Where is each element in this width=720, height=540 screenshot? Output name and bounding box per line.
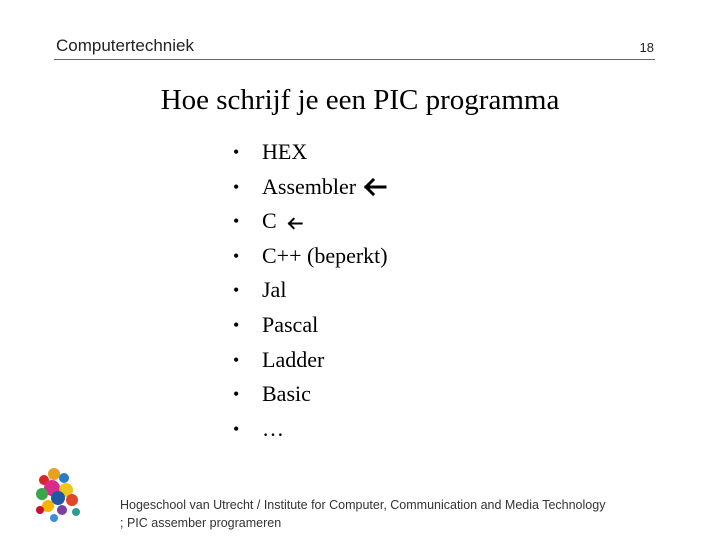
footer-text <box>120 496 680 532</box>
bullet-marker: • <box>233 314 240 335</box>
bullet-item <box>233 413 388 448</box>
bullet-item <box>233 205 388 240</box>
bullet-text: … <box>262 415 284 441</box>
bullet-text: HEX <box>262 139 308 164</box>
page-number: 18 <box>639 40 654 55</box>
footer-line-2: ; PIC assember programeren <box>120 516 282 530</box>
bullet-marker: • <box>233 349 240 370</box>
bullet-text: C++ (beperkt) <box>262 242 388 268</box>
bullet-marker: • <box>233 245 240 266</box>
bullet-text: Pascal <box>262 311 319 337</box>
arrow-left-icon <box>363 173 387 205</box>
bullet-marker: • <box>233 280 240 301</box>
bullet-text: Ladder <box>262 346 325 372</box>
bullet-item <box>233 274 388 309</box>
footer-line-1: Hogeschool van Utrecht / Institute for Computer, Communication and Media Technology <box>120 498 606 512</box>
school-logo-icon <box>32 464 88 529</box>
bullet-marker: • <box>233 211 240 232</box>
bullet-item <box>233 309 388 344</box>
arrow-left-icon <box>287 207 303 239</box>
header-title: Computertechniek <box>56 36 194 55</box>
bullet-text: Jal <box>262 277 287 303</box>
bullet-text: Assembler <box>262 173 357 199</box>
bullet-item <box>233 171 388 206</box>
bullet-item <box>233 378 388 413</box>
bullet-marker: • <box>233 384 240 405</box>
bullet-item <box>233 344 388 379</box>
bullet-list <box>233 136 388 447</box>
header-divider <box>54 59 655 60</box>
bullet-marker: • <box>233 176 240 197</box>
bullet-text: Basic <box>262 381 311 407</box>
bullet-item <box>233 240 388 275</box>
bullet-item <box>233 136 388 171</box>
slide-title: Hoe schrijf je een PIC programma <box>160 84 560 116</box>
bullet-text: C <box>262 208 277 234</box>
bullet-marker: • <box>233 142 240 162</box>
bullet-marker: • <box>233 418 240 439</box>
